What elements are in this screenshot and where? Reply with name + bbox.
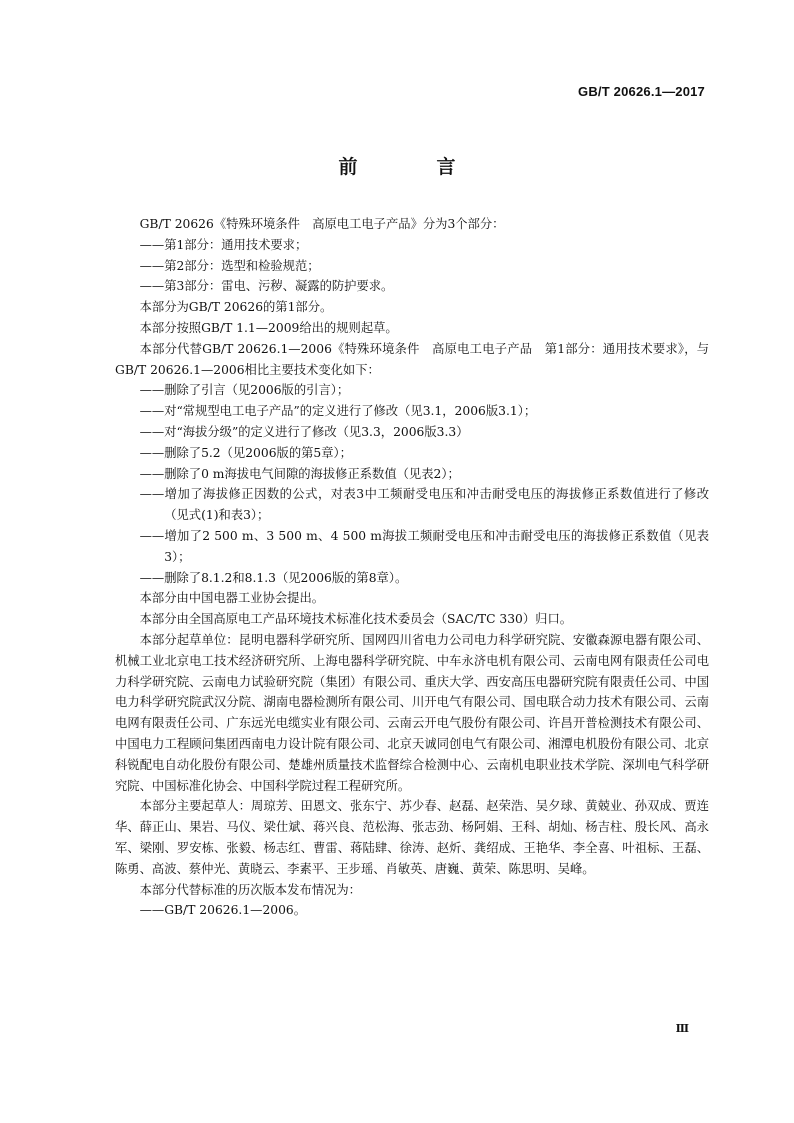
paragraph: 本部分起草单位：昆明电器科学研究所、国网四川省电力公司电力科学研究院、安徽森源电器有限公司、机械工业北京电工技术经济研究所、上海电器科学研究院、中车永济电机有限公司、云南电网有限责任公司电力科学研究院、云南电力试验研究院（集团）有限公司、重庆大学、西安高压电器研究院有限责任公司、中国电力科学研究院武汉分院、湖南电器检测所有限公司、川开电气有限公司、国电联合动力技术有限公司、云南电网有限责任公司、广东远光电缆实业有限公司、云南云开电气股份有限公司、许昌开普检测技术有限公司、中国电力工程顾问集团西南电力设计院有限公司、北京天诚同创电气有限公司、湘潭电机股份有限公司、北京科锐配电自动化股份有限公司、楚雄州质量技术监督综合检测中心、云南机电职业技术学院、深圳电气科学研究院、中国标准化协会、中国科学院过程工程研究所。 — [115, 632, 709, 793]
paragraph: 本部分为GB/T 20626的第1部分。 — [139, 300, 333, 315]
dash-list-item: ——删除了8.1.2和8.1.3（见2006版的第8章）。 — [139, 570, 408, 585]
dash-list-item: ——增加了海拔修正因数的公式，对表3中工频耐受电压和冲击耐受电压的海拔修正系数值进行了修改（见式(1)和表3）； — [139, 487, 709, 523]
dash-list-item: ——删除了0 m海拔电气间隙的海拔修正系数值（见表2）； — [139, 466, 460, 481]
document-body — [115, 214, 709, 921]
page-number: Ⅲ — [675, 1022, 689, 1035]
page-title: 前 言 — [338, 156, 486, 178]
dash-list-item: ——第2部分：选型和检验规范； — [139, 258, 320, 273]
paragraph: 本部分代替GB/T 20626.1—2006《特殊环境条件 高原电工电子产品 第1部分：通用技术要求》，与GB/T 20626.1—2006相比主要技术变化如下： — [115, 341, 709, 377]
paragraph: 本部分主要起草人：周琼芳、田恩文、张东宁、苏少春、赵磊、赵荣浩、吴夕球、黄兢业、孙双成、贾连华、薛正山、果岩、马仪、梁仕斌、蒋兴良、范松海、张志劲、杨阿娟、王科、胡灿、杨吉柱、殷长风、高永军、梁刚、罗安栋、张毅、杨志红、曹雷、蒋陆肆、徐涛、赵炘、龚绍成、王艳华、李全喜、叶祖标、王磊、陈勇、高波、蔡仲光、黄晓云、李素平、王步瑶、肖敏英、唐巍、黄荣、陈思明、吴峰。 — [115, 799, 709, 876]
dash-list-item: ——第1部分：通用技术要求； — [139, 237, 308, 252]
dash-list-item: ——对“海拔分级”的定义进行了修改（见3.3，2006版3.3） — [139, 424, 469, 439]
standard-code: GB/T 20626.1—2017 — [578, 84, 705, 99]
paragraph: 本部分按照GB/T 1.1—2009给出的规则起草。 — [139, 320, 398, 335]
dash-list-item: ——增加了2 500 m、3 500 m、4 500 m海拔工频耐受电压和冲击耐受电压的海拔修正系数值（见表3）； — [139, 528, 709, 564]
dash-list-item: ——删除了5.2（见2006版的第5章）； — [139, 445, 352, 460]
dash-list-item: ——对“常规型电工电子产品”的定义进行了修改（见3.1，2006版3.1）； — [139, 404, 537, 419]
paragraph: 本部分代替标准的历次版本发布情况为： — [139, 882, 361, 897]
dash-list-item: ——删除了引言（见2006版的引言）； — [139, 383, 350, 398]
paragraph: GB/T 20626《特殊环境条件 高原电工电子产品》分为3个部分： — [139, 217, 505, 231]
dash-list-item: ——GB/T 20626.1—2006。 — [139, 903, 307, 918]
dash-list-item: ——第3部分：雷电、污秽、凝露的防护要求。 — [139, 279, 394, 294]
paragraph: 本部分由全国高原电工产品环境技术标准化技术委员会（SAC/TC 330）归口。 — [139, 612, 573, 627]
paragraph: 本部分由中国电器工业协会提出。 — [139, 591, 325, 606]
